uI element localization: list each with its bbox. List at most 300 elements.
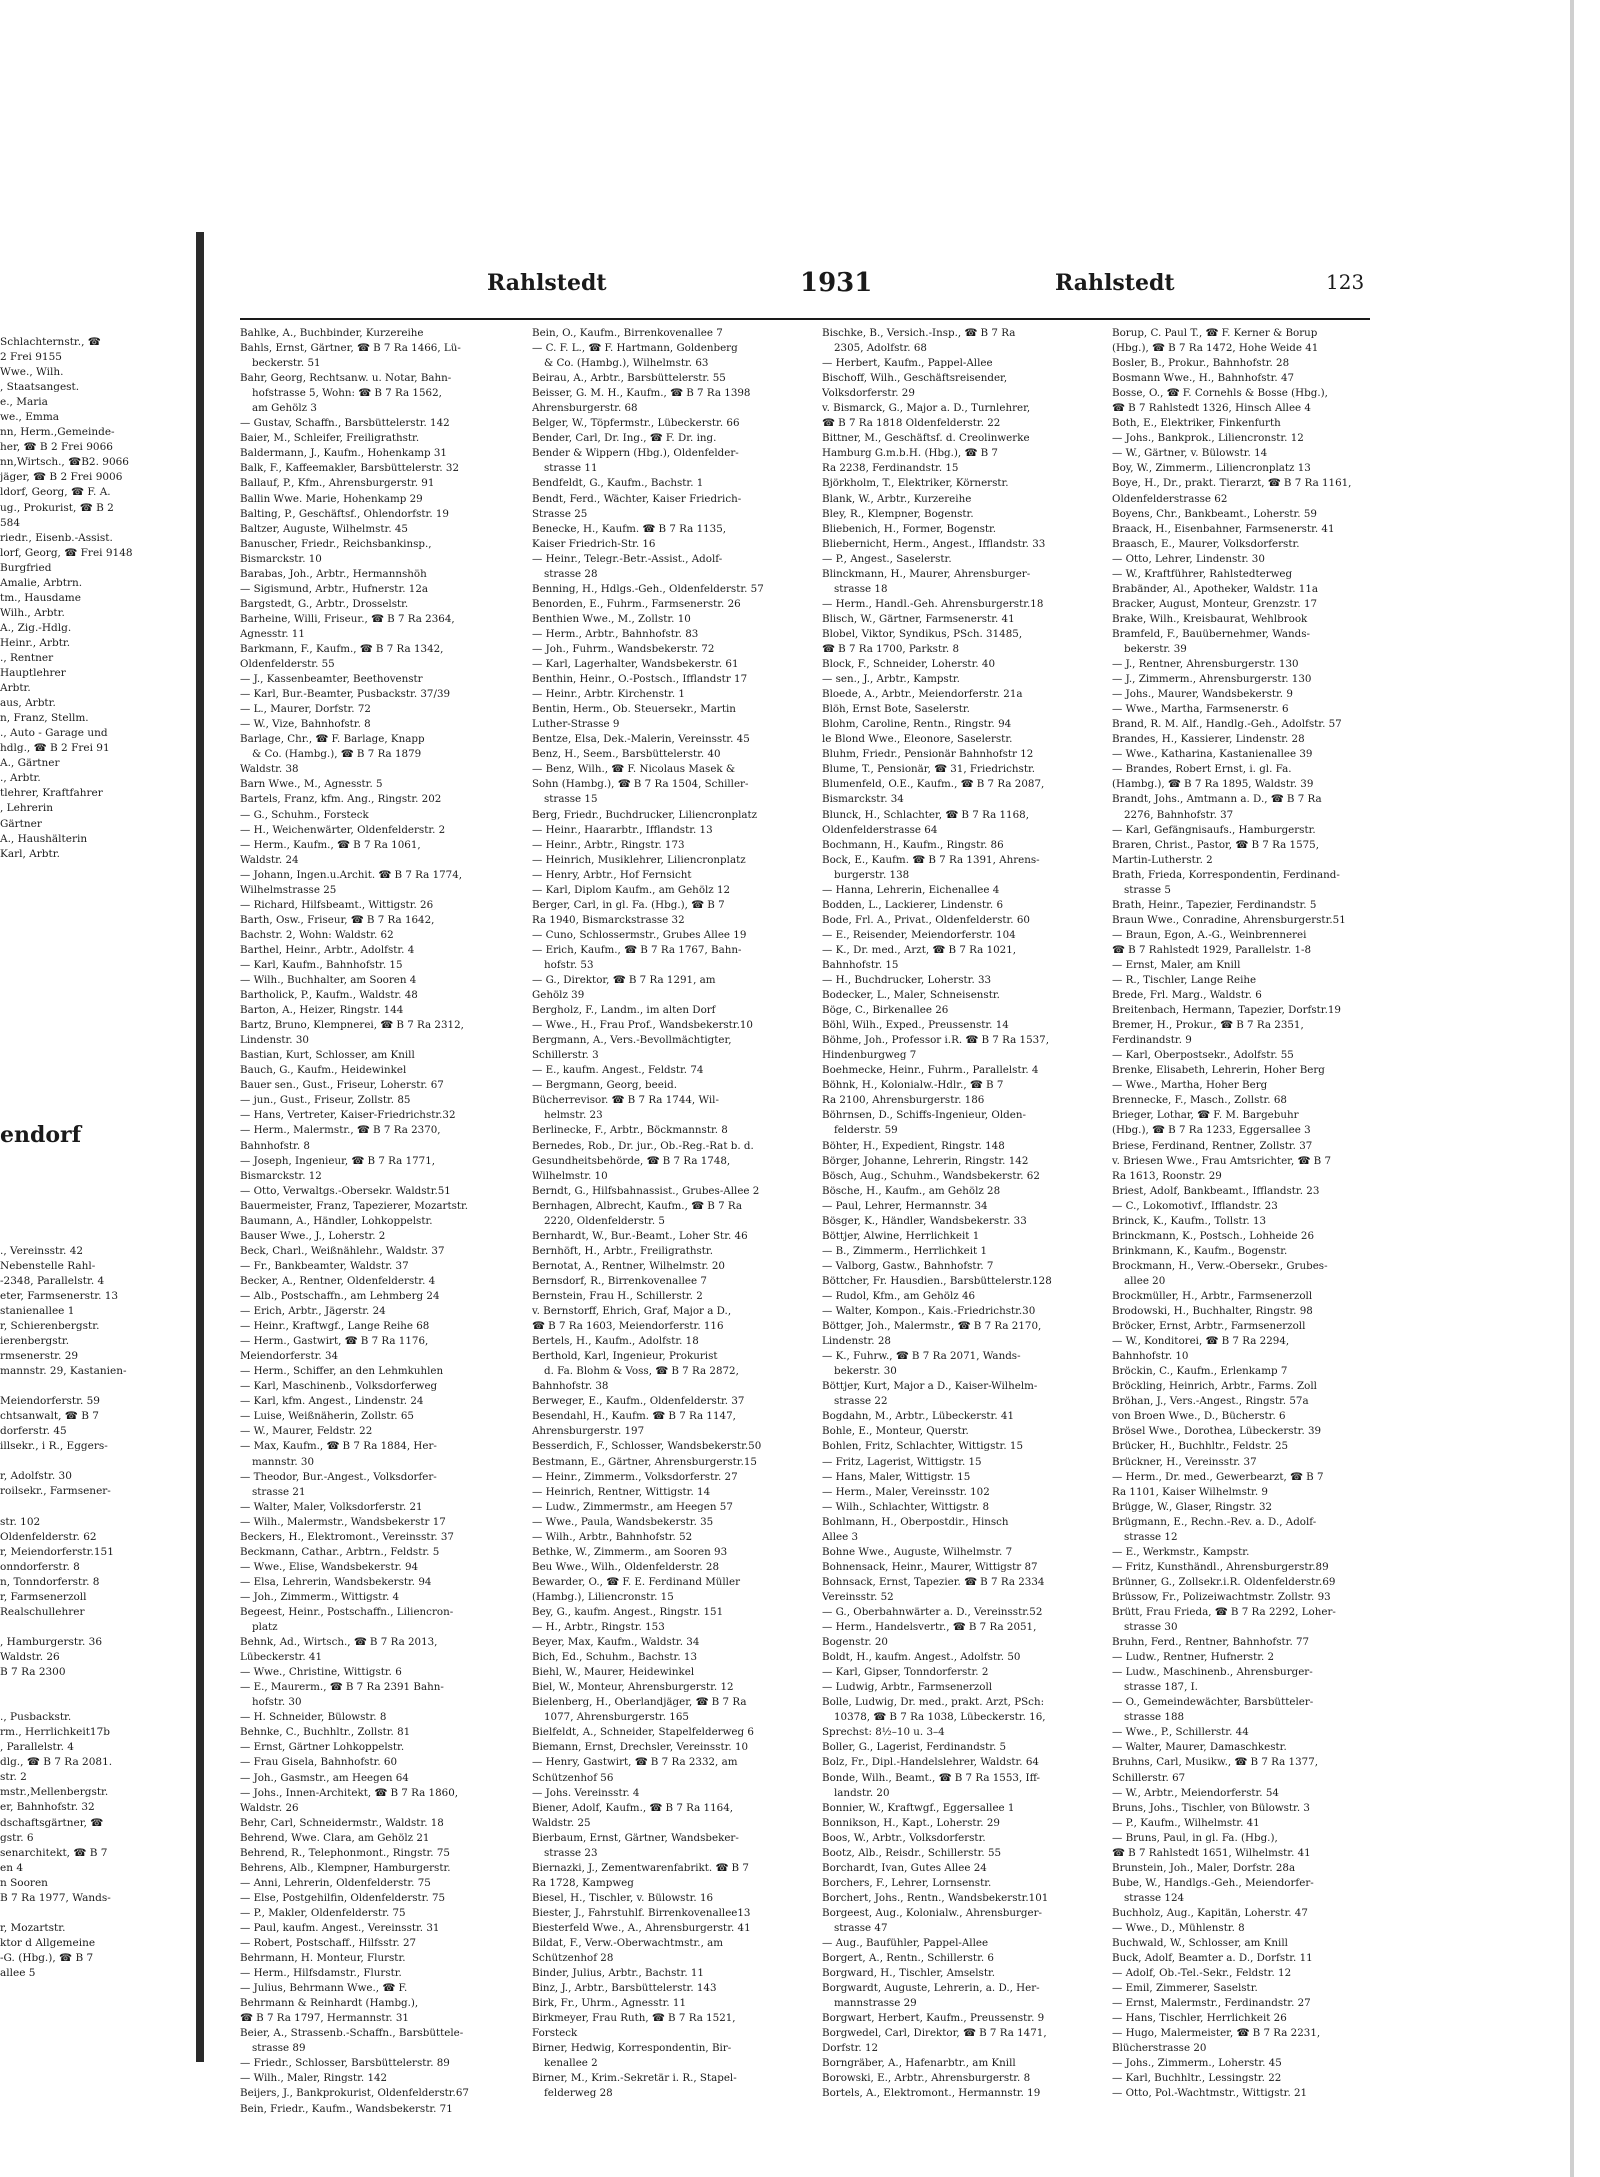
previous-page-line: , Lehrerin [0, 802, 53, 815]
directory-entry-line: Borngräber, A., Hafenarbtr., am Knill [822, 2057, 1016, 2070]
directory-entry-line: Gesundheitsbehörde, ☎ B 7 Ra 1748, [532, 1154, 731, 1167]
directory-entry-line: Bielfeldt, A., Schneider, Stapelfelderweg 6 [532, 1726, 754, 1739]
directory-entry-line: bekerstr. 39 [1124, 642, 1187, 655]
directory-entry-line: Brücker, H., Buchhltr., Feldstr. 25 [1112, 1440, 1289, 1453]
directory-entry-line: — Henry, Arbtr., Hof Fernsicht [532, 868, 692, 881]
directory-entry-line: ☎ B 7 Rahlstedt 1326, Hinsch Allee 4 [1112, 402, 1311, 415]
directory-entry-line: — Herm., Schiffer, an den Lehmkuhlen [240, 1365, 444, 1378]
directory-entry-line: Sohn (Hambg.), ☎ B 7 Ra 1504, Schiller- [532, 778, 749, 791]
previous-page-line: ug., Prokurist, ☎ B 2 [0, 501, 114, 514]
directory-entry-line: Bertels, H., Kaufm., Adolfstr. 18 [532, 1335, 699, 1348]
directory-entry-line: — Herm., Kaufm., ☎ B 7 Ra 1061, [240, 838, 421, 851]
directory-entry-line: Bremer, H., Prokur., ☎ B 7 Ra 2351, [1112, 1019, 1304, 1032]
directory-entry-line: (Hambg.), Liliencronstr. 15 [532, 1590, 674, 1603]
previous-page-line [0, 1454, 175, 1469]
directory-entry-line: — H. Schneider, Bülowstr. 8 [240, 1711, 387, 1724]
directory-entry-line: Becker, A., Rentner, Oldenfelderstr. 4 [240, 1274, 436, 1287]
directory-entry-line: Biernazki, J., Zementwarenfabrikt. ☎ B 7 [532, 1861, 749, 1874]
previous-page-line: dorferstr. 45 [0, 1425, 67, 1438]
directory-entry-line: — Karl, Gipser, Tonndorferstr. 2 [822, 1666, 989, 1679]
directory-entry-line: — J., Kassenbeamter, Beethovenstr [240, 673, 423, 686]
directory-entry-line: Beirau, A., Arbtr., Barsbüttelerstr. 55 [532, 372, 726, 385]
directory-entry-line: Berger, Carl, in gl. Fa. (Hbg.), ☎ B 7 [532, 898, 725, 911]
directory-entry-line: Barton, A., Heizer, Ringstr. 144 [240, 1004, 404, 1017]
directory-entry-line: Bosse, O., ☎ F. Cornehls & Bosse (Hbg.), [1112, 387, 1328, 400]
page-gutter-border [196, 232, 204, 2062]
spacer [0, 1153, 175, 1168]
directory-entry-line: strasse 23 [544, 1846, 598, 1859]
directory-entry-line: Beisser, G. M. H., Kaufm., ☎ B 7 Ra 1398 [532, 387, 751, 400]
previous-page-line: r, Schierenbergstr. [0, 1319, 100, 1332]
directory-entry-line: bekerstr. 30 [834, 1365, 897, 1378]
directory-entry-line: Waldstr. 24 [240, 853, 299, 866]
previous-page-line [0, 1680, 175, 1695]
spacer [0, 1229, 175, 1244]
previous-page-line: rm., Herrlichkeit17b [0, 1726, 110, 1739]
directory-entry-line: Bortels, A., Elektromont., Hermannstr. 19 [822, 2087, 1041, 2100]
directory-entry-line: strasse 18 [834, 582, 888, 595]
directory-entry-line: felderweg 28 [544, 2087, 613, 2100]
directory-entry-line: beckerstr. 51 [252, 357, 321, 370]
previous-page-line: 584 [0, 516, 21, 529]
directory-entry-line: strasse 22 [834, 1395, 888, 1408]
previous-page-line: B 7 Ra 1977, Wands- [0, 1891, 111, 1904]
directory-entry-line: — L., Maurer, Dorfstr. 72 [240, 703, 371, 716]
directory-entry-line: v. Bernstorff, Ehrich, Graf, Major a D., [532, 1305, 732, 1318]
directory-entry-line: Baumann, A., Händler, Lohkoppelstr. [240, 1214, 433, 1227]
directory-entry-line: — G., Oberbahnwärter a. D., Vereinsstr.52 [822, 1605, 1043, 1618]
directory-entry-line: — Bruns, Paul, in gl. Fa. (Hbg.), [1112, 1831, 1278, 1844]
directory-entry-line: Lindenstr. 30 [240, 1034, 309, 1047]
directory-entry-line: — Johs. Vereinsstr. 4 [532, 1786, 640, 1799]
previous-page-line: Waldstr. 26 [0, 1650, 60, 1663]
directory-entry-line: — W., Arbtr., Meiendorferstr. 54 [1112, 1786, 1279, 1799]
directory-entry-line: Bonnikson, H., Kapt., Loherstr. 29 [822, 1816, 1000, 1829]
spacer [0, 1012, 175, 1027]
directory-entry-line: Braren, Christ., Pastor, ☎ B 7 Ra 1575, [1112, 838, 1319, 851]
directory-entry-line: — G., Direktor, ☎ B 7 Ra 1291, am [532, 974, 716, 987]
directory-entry-line: — Wwe., Christine, Wittigstr. 6 [240, 1666, 402, 1679]
directory-entry-line: Vereinsstr. 52 [822, 1590, 894, 1603]
directory-entry-line: le Blond Wwe., Eleonore, Saselerstr. [822, 733, 1013, 746]
directory-entry-line: Bootz, Alb., Reisdr., Schillerstr. 55 [822, 1846, 1002, 1859]
directory-entry-line: — Robert, Postschaff., Hilfsstr. 27 [240, 1937, 417, 1950]
directory-entry-line: — Herm., Handelsvertr., ☎ B 7 Ra 2051, [822, 1621, 1037, 1634]
previous-page-line: dlg., ☎ B 7 Ra 2081. [0, 1756, 113, 1769]
directory-entry-line: Borgwart, Herbert, Kaufm., Preussenstr. 9 [822, 2012, 1045, 2025]
directory-entry-line: — Walter, Maurer, Damaschkestr. [1112, 1741, 1287, 1754]
directory-entry-line: Berlinecke, F., Arbtr., Böckmannstr. 8 [532, 1124, 728, 1137]
directory-entry-line: Bauser Wwe., J., Loherstr. 2 [240, 1229, 386, 1242]
directory-entry-line: Boldt, H., kaufm. Angest., Adolfstr. 50 [822, 1651, 1021, 1664]
directory-entry-line: Bröcker, Ernst, Arbtr., Farmsenerzoll [1112, 1320, 1306, 1333]
previous-page-line: ierenbergstr. [0, 1335, 70, 1347]
directory-entry-line: — Benz, Wilh., ☎ F. Nicolaus Masek & [532, 763, 736, 776]
previous-page-line [0, 1906, 175, 1921]
directory-entry-line: & Co. (Hambg.), Wilhelmstr. 63 [544, 357, 709, 370]
previous-page-line: Amalie, Arbtrn. [0, 576, 83, 589]
previous-page-line: B 7 Ra 2300 [0, 1666, 66, 1679]
directory-entry-line: Barthel, Heinr., Arbtr., Adolfstr. 4 [240, 943, 415, 956]
directory-entry-line: — Herm., Gastwirt, ☎ B 7 Ra 1176, [240, 1335, 429, 1348]
directory-entry-line: — Heinr., Zimmerm., Volksdorferstr. 27 [532, 1470, 738, 1483]
directory-entry-line: Schillerstr. 67 [1112, 1771, 1186, 1784]
directory-entry-line: — C., Lokomotivf., Ifflandstr. 23 [1112, 1199, 1278, 1212]
directory-entry-line: Blume, T., Pensionär, ☎ 31, Friedrichstr. [822, 763, 1036, 776]
previous-page-line: Wilh., Arbtr. [0, 606, 65, 619]
directory-entry-line: Bohle, E., Monteur, Querstr. [822, 1425, 969, 1438]
directory-entry-line: (Hbg.), ☎ B 7 Ra 1472, Hohe Weide 41 [1112, 342, 1319, 355]
previous-page-line: nn,Wirtsch., ☎B2. 9066 [0, 456, 129, 469]
directory-entry-line: Benorden, E., Fuhrm., Farmsenerstr. 26 [532, 597, 741, 610]
directory-entry-line: Böhl, Wilh., Exped., Preussenstr. 14 [822, 1019, 1009, 1032]
directory-entry-line: mannstrasse 29 [834, 1997, 917, 2010]
directory-entry-line: — Wilh., Maler, Ringstr. 142 [240, 2072, 388, 2085]
directory-entry-line: — Wwe., Paula, Wandsbekerstr. 35 [532, 1515, 714, 1528]
directory-entry-line: Behnk, Ad., Wirtsch., ☎ B 7 Ra 2013, [240, 1636, 438, 1649]
directory-columns [240, 326, 1375, 2115]
directory-entry-line: Brockmüller, H., Arbtr., Farmsenerzoll [1112, 1290, 1313, 1302]
directory-entry-line: Barheine, Willi, Friseur., ☎ B 7 Ra 2364, [240, 612, 455, 625]
directory-entry-line: Birkmeyer, Frau Ruth, ☎ B 7 Ra 1521, [532, 2012, 736, 2025]
header-left-title: Rahlstedt [487, 270, 607, 296]
directory-entry-line: Birk, Fr., Uhrm., Agnesstr. 11 [532, 1997, 687, 2010]
directory-entry-line: Brand, R. M. Alf., Handlg.-Geh., Adolfstr. 57 [1112, 718, 1342, 731]
previous-page-line: str. 102 [0, 1515, 41, 1528]
directory-entry-line: Bahlke, A., Buchbinder, Kurzereihe [240, 327, 424, 339]
directory-entry-line: Bismarckstr. 34 [822, 793, 904, 806]
directory-entry-line: — Henry, Gastwirt, ☎ B 7 Ra 2332, am [532, 1756, 738, 1769]
directory-entry-line: am Gehölz 3 [252, 402, 317, 415]
directory-entry-line: — Braun, Egon, A.-G., Weinbrennerei [1112, 928, 1307, 941]
directory-entry-line: Bodecker, L., Maler, Schneisenstr. [822, 989, 1000, 1002]
directory-entry-line: platz [252, 1621, 278, 1634]
page-number: 123 [1326, 270, 1365, 294]
directory-entry-line: Biemann, Ernst, Drechsler, Vereinsstr. 10 [532, 1741, 749, 1754]
directory-entry-line: Oldenfelderstr. 55 [240, 658, 335, 671]
previous-page-heading: endorf [0, 1122, 82, 1149]
directory-entry-line: strasse 89 [252, 2042, 306, 2055]
directory-entry-line: Björkholm, T., Elektriker, Körnerstr. [822, 477, 1009, 490]
directory-entry-line: Ra 2238, Ferdinandstr. 15 [822, 462, 959, 475]
directory-entry-line: Böttcher, Fr. Hausdien., Barsbüttelerstr.128 [822, 1274, 1052, 1287]
previous-page-line: n, Franz, Stellm. [0, 712, 89, 725]
previous-page-line: Meiendorferstr. 59 [0, 1395, 100, 1408]
directory-entry-line: Benthien Wwe., M., Zollstr. 10 [532, 612, 691, 625]
previous-page-line: Gärtner [0, 817, 42, 830]
directory-entry-line: Bley, R., Klempner, Bogenstr. [822, 507, 974, 520]
directory-entry-line: — Paul, kaufm. Angest., Vereinsstr. 31 [240, 1921, 440, 1934]
directory-entry-line: — Heinr., Haararbtr., Ifflandstr. 13 [532, 823, 713, 836]
directory-entry-line: Bein, Friedr., Kaufm., Wandsbekerstr. 71 [240, 2102, 453, 2115]
directory-entry-line: strasse 21 [252, 1485, 306, 1498]
directory-entry-line: Bender & Wippern (Hbg.), Oldenfelder- [532, 447, 739, 460]
directory-entry-line: Brandt, Johs., Amtmann a. D., ☎ B 7 Ra [1112, 793, 1322, 806]
directory-entry-line: Buck, Adolf, Beamter a. D., Dorfstr. 11 [1112, 1952, 1313, 1965]
previous-page-line: er, Bahnhofstr. 32 [0, 1801, 95, 1814]
directory-entry-line: Brath, Heinr., Tapezier, Ferdinandstr. 5 [1112, 898, 1317, 911]
previous-page-line: senarchitekt, ☎ B 7 [0, 1846, 108, 1859]
directory-entry-line: Barth, Osw., Friseur, ☎ B 7 Ra 1642, [240, 913, 435, 926]
spacer [0, 1072, 175, 1087]
directory-entry-line: — Adolf, Ob.-Tel.-Sekr., Feldstr. 12 [1112, 1967, 1292, 1980]
directory-entry-line: Blank, W., Arbtr., Kurzereihe [822, 492, 972, 505]
directory-entry-line: Bohnsack, Ernst, Tapezier. ☎ B 7 Ra 2334 [822, 1575, 1045, 1588]
previous-page-line [0, 1379, 175, 1394]
spacer [0, 1057, 175, 1072]
directory-entry-line: ☎ B 7 Rahlstedt 1929, Parallelstr. 1-8 [1112, 943, 1312, 956]
directory-entry-line: — Wwe., Martha, Farmsenerstr. 6 [1112, 703, 1289, 716]
directory-entry-line: — Hans, Maler, Wittigstr. 15 [822, 1470, 971, 1483]
directory-entry-line: Bendfeldt, G., Kaufm., Bachstr. 1 [532, 477, 704, 490]
spacer [0, 1184, 175, 1199]
directory-entry-line: — Otto, Pol.-Wachtmstr., Wittigstr. 21 [1112, 2087, 1308, 2100]
directory-entry-line: — Ludw., Zimmermstr., am Heegen 57 [532, 1500, 733, 1513]
directory-entry-line: Barlage, Chr., ☎ F. Barlage, Knapp [240, 733, 425, 746]
previous-page-line: ., Arbtr. [0, 772, 41, 785]
directory-entry-line: d. Fa. Blohm & Voss, ☎ B 7 Ra 2872, [544, 1365, 739, 1378]
spacer [0, 1042, 175, 1057]
directory-entry-line: Brückner, H., Vereinsstr. 37 [1112, 1455, 1257, 1468]
directory-entry-line: — Wilh., Schlachter, Wittigstr. 8 [822, 1500, 990, 1513]
directory-entry-line: Binz, J., Arbtr., Barsbüttelerstr. 143 [532, 1982, 717, 1995]
previous-page-line: rmsenerstr. 29 [0, 1350, 79, 1363]
directory-entry-line: — Johs., Zimmerm., Loherstr. 45 [1112, 2057, 1282, 2070]
directory-entry-line: Bohnensack, Heinr., Maurer, Wittigstr 87 [822, 1560, 1038, 1573]
directory-entry-line: Bösche, H., Kaufm., am Gehölz 28 [822, 1184, 1001, 1197]
directory-entry-line: Böge, C., Birkenallee 26 [822, 1004, 949, 1017]
previous-page-line [0, 1500, 175, 1515]
directory-entry-line: Blöh, Ernst Bote, Saselerstr. [822, 703, 970, 716]
directory-entry-line: — Herm., Arbtr., Bahnhofstr. 83 [532, 627, 699, 640]
directory-entry-line: Allee 3 [822, 1530, 859, 1543]
previous-page-line: we., Emma [0, 411, 60, 424]
directory-entry-line: Bosmann Wwe., H., Bahnhofstr. 47 [1112, 372, 1295, 385]
directory-entry-line: Bahls, Ernst, Gärtner, ☎ B 7 Ra 1466, Lü- [240, 342, 461, 355]
directory-entry-line: Behr, Carl, Schneidermstr., Waldstr. 18 [240, 1816, 444, 1829]
directory-entry-line: Behrens, Alb., Klempner, Hamburgerstr. [240, 1861, 451, 1874]
directory-entry-line: burgerstr. 138 [834, 868, 910, 881]
directory-entry-line: Börger, Johanne, Lehrerin, Ringstr. 142 [822, 1154, 1029, 1167]
directory-entry-line: Brüssow, Fr., Polizeiwachtmstr. Zollstr. 93 [1112, 1590, 1331, 1603]
directory-entry-line: Bergholz, F., Landm., im alten Dorf [532, 1004, 716, 1017]
directory-entry-line: Oldenfelderstrasse 62 [1112, 492, 1228, 505]
directory-entry-line: Boos, W., Arbtr., Volksdorferstr. [822, 1831, 986, 1844]
directory-entry-line: — Theodor, Bur.-Angest., Volksdorfer- [240, 1470, 437, 1483]
directory-entry-line: Behrmann & Reinhardt (Hambg.), [240, 1997, 419, 2010]
directory-entry-line: Bernotat, A., Rentner, Wilhelmstr. 20 [532, 1259, 725, 1272]
directory-entry-line: — Herm., Malermstr., ☎ B 7 Ra 2370, [240, 1124, 441, 1137]
directory-entry-line: Borgwardt, Auguste, Lehrerin, a. D., Her- [822, 1982, 1040, 1995]
previous-page-line: Hauptlehrer [0, 667, 66, 680]
directory-entry-line: — Heinrich, Musiklehrer, Liliencronplatz [532, 853, 746, 866]
directory-entry-line: — Karl, Bur.-Beamter, Pusbackstr. 37/39 [240, 688, 451, 701]
directory-entry-line: — W., Gärtner, v. Bülowstr. 14 [1112, 447, 1268, 460]
directory-entry-line: Luther-Strasse 9 [532, 718, 620, 731]
previous-page-line: ., Vereinsstr. 42 [0, 1244, 84, 1257]
directory-entry-line: Biener, Adolf, Kaufm., ☎ B 7 Ra 1164, [532, 1801, 734, 1814]
directory-entry-line: — Wwe., P., Schillerstr. 44 [1112, 1726, 1249, 1739]
previous-page-line: ., Auto - Garage und [0, 727, 108, 740]
directory-entry-line: Brinckmann, K., Postsch., Lohheide 26 [1112, 1229, 1315, 1242]
previous-page-line: dschaftsgärtner, ☎ [0, 1816, 104, 1829]
directory-entry-line: — Walter, Maler, Volksdorferstr. 21 [240, 1500, 423, 1513]
directory-entry-line: — Frau Gisela, Bahnhofstr. 60 [240, 1756, 398, 1769]
directory-entry-line: Bahnhofstr. 8 [240, 1139, 310, 1152]
directory-entry-line: Belger, W., Töpfermstr., Lübeckerstr. 66 [532, 417, 740, 430]
directory-entry-line: strasse 30 [1124, 1621, 1178, 1634]
directory-entry-line: Beyer, Max, Kaufm., Waldstr. 34 [532, 1636, 700, 1649]
directory-entry-line: (Hbg.), ☎ B 7 Ra 1233, Eggersallee 3 [1112, 1124, 1311, 1137]
directory-entry-line: Forsteck [532, 2027, 578, 2040]
directory-entry-line: Brütt, Frau Frieda, ☎ B 7 Ra 2292, Loher- [1112, 1605, 1336, 1618]
directory-entry-line: Bergmann, A., Vers.-Bevollmächtigter, [532, 1034, 732, 1047]
directory-entry-line: Waldstr. 38 [240, 763, 299, 776]
previous-page-line: n, Tonndorferstr. 8 [0, 1575, 100, 1588]
previous-page-line: Oldenfelderstr. 62 [0, 1530, 97, 1543]
directory-entry-line: — Wwe., Katharina, Kastanienallee 39 [1112, 748, 1313, 761]
directory-entry-line: Brunstein, Joh., Maler, Dorfstr. 28a [1112, 1861, 1296, 1874]
directory-entry-line: Boyens, Chr., Bankbeamt., Loherstr. 59 [1112, 507, 1317, 520]
directory-entry-line: Böhme, Joh., Professor i.R. ☎ B 7 Ra 1537, [822, 1034, 1050, 1047]
directory-entry-line: — Karl, kfm. Angest., Lindenstr. 24 [240, 1395, 424, 1408]
previous-page-line: Arbtr. [0, 682, 31, 695]
directory-entry-line: — Hugo, Malermeister, ☎ B 7 Ra 2231, [1112, 2027, 1321, 2040]
header-year: 1931 [800, 268, 873, 298]
previous-page-line: mstr.,Mellenbergstr. [0, 1786, 109, 1799]
directory-entry-line: Binder, Julius, Arbtr., Bachstr. 11 [532, 1967, 704, 1980]
directory-entry-line: — Fritz, Kunsthändl., Ahrensburgerstr.89 [1112, 1560, 1329, 1573]
directory-entry-line: Bismarckstr. 10 [240, 552, 322, 565]
previous-page-line: Nebenstelle Rahl- [0, 1259, 96, 1272]
directory-entry-line: Behrend, R., Telephonmont., Ringstr. 75 [240, 1846, 450, 1859]
directory-entry-line: — E., Reisender, Meiendorferstr. 104 [822, 928, 1016, 941]
directory-entry-line: Martin-Lutherstr. 2 [1112, 853, 1213, 866]
directory-entry-line: Bröckling, Heinrich, Arbtr., Farms. Zoll [1112, 1380, 1317, 1393]
directory-entry-line: Schillerstr. 3 [532, 1049, 599, 1062]
directory-entry-line: Block, F., Schneider, Loherstr. 40 [822, 658, 996, 671]
directory-entry-line: Bismarckstr. 12 [240, 1169, 322, 1182]
spacer [0, 892, 175, 907]
directory-entry-line: — Fritz, Lagerist, Wittigstr. 15 [822, 1455, 982, 1468]
directory-entry-line: Bachstr. 2, Wohn: Waldstr. 62 [240, 928, 394, 941]
spacer [0, 1214, 175, 1229]
directory-entry-line: Behrmann, H. Monteur, Flurstr. [240, 1952, 406, 1965]
directory-entry-line: — Max, Kaufm., ☎ B 7 Ra 1884, Her- [240, 1440, 437, 1453]
directory-entry-line: Bolle, Ludwig, Dr. med., prakt. Arzt, PSch: [822, 1696, 1045, 1709]
directory-entry-line: Bruhns, Carl, Musikw., ☎ B 7 Ra 1377, [1112, 1756, 1319, 1769]
directory-entry-line: Böttjer, Alwine, Herrlichkeit 1 [822, 1229, 980, 1242]
previous-page-line [0, 1620, 175, 1635]
directory-entry-line: — Else, Postgehilfin, Oldenfelderstr. 75 [240, 1891, 446, 1904]
directory-entry-line: Baier, M., Schleifer, Freiligrathstr. [240, 432, 420, 445]
directory-entry-line: Bröckin, C., Kaufm., Erlenkamp 7 [1112, 1365, 1288, 1378]
directory-entry-line: — Johs., Bankprok., Liliencronstr. 12 [1112, 432, 1304, 445]
directory-entry-line: — Johs., Maurer, Wandsbekerstr. 9 [1112, 688, 1293, 701]
directory-entry-line: — Otto, Lehrer, Lindenstr. 30 [1112, 552, 1265, 565]
directory-entry-line: — Heinr., Kraftwgf., Lange Reihe 68 [240, 1320, 430, 1333]
directory-entry-line: Bey, G., kaufm. Angest., Ringstr. 151 [532, 1605, 724, 1618]
directory-entry-line: ☎ B 7 Ra 1603, Meiendorferstr. 116 [532, 1320, 724, 1333]
directory-entry-line: Bruns, Johs., Tischler, von Bülowstr. 3 [1112, 1801, 1310, 1814]
previous-page-line: gstr. 6 [0, 1831, 34, 1844]
directory-entry-line: 10378, ☎ B 7 Ra 1038, Lübeckerstr. 16, [834, 1711, 1046, 1724]
directory-column-4 [1112, 326, 1384, 2102]
spacer [0, 1199, 175, 1214]
directory-entry-line: — Wwe., Martha, Hoher Berg [1112, 1079, 1268, 1092]
directory-entry-line: Banuscher, Friedr., Reichsbankinsp., [240, 537, 432, 550]
spacer [0, 997, 175, 1012]
directory-entry-line: — Herm., Dr. med., Gewerbearzt, ☎ B 7 [1112, 1470, 1324, 1483]
previous-page-line: A., Zig.-Hdlg. [0, 621, 72, 634]
directory-entry-line: — W., Maurer, Feldstr. 22 [240, 1425, 373, 1438]
directory-entry-line: 2305, Adolfstr. 68 [834, 342, 927, 355]
directory-entry-line: — E., Maurerm., ☎ B 7 Ra 2391 Bahn- [240, 1681, 444, 1694]
page-right-edge [1570, 0, 1574, 2177]
directory-entry-line: Benning, H., Hdlgs.-Geh., Oldenfelderstr. 57 [532, 582, 764, 595]
directory-entry-line: — Valborg, Gastw., Bahnhofstr. 7 [822, 1259, 994, 1272]
directory-entry-line: Breitenbach, Hermann, Tapezier, Dorfstr.19 [1112, 1004, 1341, 1017]
directory-entry-line: Kaiser Friedrich-Str. 16 [532, 537, 656, 550]
directory-entry-line: — Walter, Kompon., Kais.-Friedrichstr.30 [822, 1305, 1036, 1318]
directory-entry-line: — O., Gemeindewächter, Barsbütteler- [1112, 1696, 1314, 1709]
directory-entry-line: — H., Arbtr., Ringstr. 153 [532, 1621, 665, 1634]
directory-entry-line: — Herm., Hilfsdamstr., Flurstr. [240, 1967, 402, 1980]
directory-entry-line: Borgwedel, Carl, Direktor, ☎ B 7 Ra 1471, [822, 2027, 1047, 2040]
directory-entry-line: v. Bismarck, G., Major a. D., Turnlehrer, [822, 402, 1031, 415]
directory-entry-line: Biester, J., Fahrstuhlf. Birrenkovenallee13 [532, 1906, 751, 1919]
directory-entry-line: Beier, A., Strassenb.-Schaffn., Barsbüttele- [240, 2027, 464, 2040]
directory-entry-line: Brede, Frl. Marg., Waldstr. 6 [1112, 989, 1262, 1002]
directory-entry-line: Bock, E., Kaufm. ☎ B 7 Ra 1391, Ahrens- [822, 853, 1040, 866]
directory-entry-line: Bastian, Kurt, Schlosser, am Knill [240, 1049, 415, 1062]
directory-entry-line: Blohm, Caroline, Rentn., Ringstr. 94 [822, 718, 1012, 731]
directory-entry-line: — Ludwig, Arbtr., Farmsenerzoll [822, 1681, 993, 1694]
directory-entry-line: Bücherrevisor. ☎ B 7 Ra 1744, Wil- [532, 1094, 719, 1107]
directory-entry-line: strasse 47 [834, 1921, 888, 1934]
directory-entry-line: Buchwald, W., Schlosser, am Knill [1112, 1937, 1288, 1950]
directory-entry-line: Hamburg G.m.b.H. (Hbg.), ☎ B 7 [822, 447, 998, 460]
directory-entry-line: Borchers, F., Lehrer, Lornsenstr. [822, 1876, 992, 1889]
previous-page-line: jäger, ☎ B 2 Frei 9006 [0, 471, 123, 484]
directory-entry-line: Behnke, C., Buchhltr., Zollstr. 81 [240, 1726, 411, 1739]
previous-page-line: her, ☎ B 2 Frei 9066 [0, 441, 113, 454]
directory-entry-line: Ahrensburgerstr. 68 [532, 402, 638, 415]
directory-entry-line: Bielenberg, H., Oberlandjäger, ☎ B 7 Ra [532, 1696, 747, 1709]
directory-entry-line: strasse 28 [544, 567, 598, 580]
directory-entry-line: Bramfeld, F., Bauübernehmer, Wands- [1112, 627, 1311, 640]
directory-entry-line: Biehl, W., Maurer, Heidewinkel [532, 1666, 695, 1679]
directory-entry-line: — Anni, Lehrerin, Oldenfelderstr. 75 [240, 1876, 431, 1889]
directory-entry-line: Braun Wwe., Conradine, Ahrensburgerstr.51 [1112, 913, 1346, 926]
directory-entry-line: Brügge, W., Glaser, Ringstr. 32 [1112, 1500, 1273, 1513]
header-rule [240, 318, 1370, 320]
directory-entry-line: Bogenstr. 20 [822, 1636, 888, 1649]
directory-entry-line: Benthin, Heinr., O.-Postsch., Ifflandstr 17 [532, 673, 748, 686]
directory-entry-line: Beijers, J., Bankprokurist, Oldenfelderstr.67 [240, 2087, 469, 2100]
directory-entry-line: Brösel Wwe., Dorothea, Lübeckerstr. 39 [1112, 1425, 1322, 1438]
directory-entry-line: Bloede, A., Arbtr., Meiendorferstr. 21a [822, 688, 1023, 701]
directory-entry-line: ☎ B 7 Ra 1818 Oldenfelderstr. 22 [822, 417, 1001, 430]
directory-entry-line: — Brandes, Robert Ernst, i. gl. Fa. [1112, 763, 1292, 776]
directory-entry-line: Bliebernicht, Herm., Angest., Ifflandstr. 33 [822, 537, 1046, 550]
previous-page-line: roilsekr., Farmsener- [0, 1485, 111, 1498]
directory-entry-line: — Aug., Baufühler, Pappel-Allee [822, 1937, 989, 1950]
directory-entry-line: Biesel, H., Tischler, v. Bülowstr. 16 [532, 1891, 714, 1904]
directory-entry-line: — Ludw., Maschinenb., Ahrensburger- [1112, 1666, 1313, 1679]
previous-page-line: Burgfried [0, 561, 52, 574]
directory-entry-line: felderstr. 59 [834, 1124, 898, 1137]
